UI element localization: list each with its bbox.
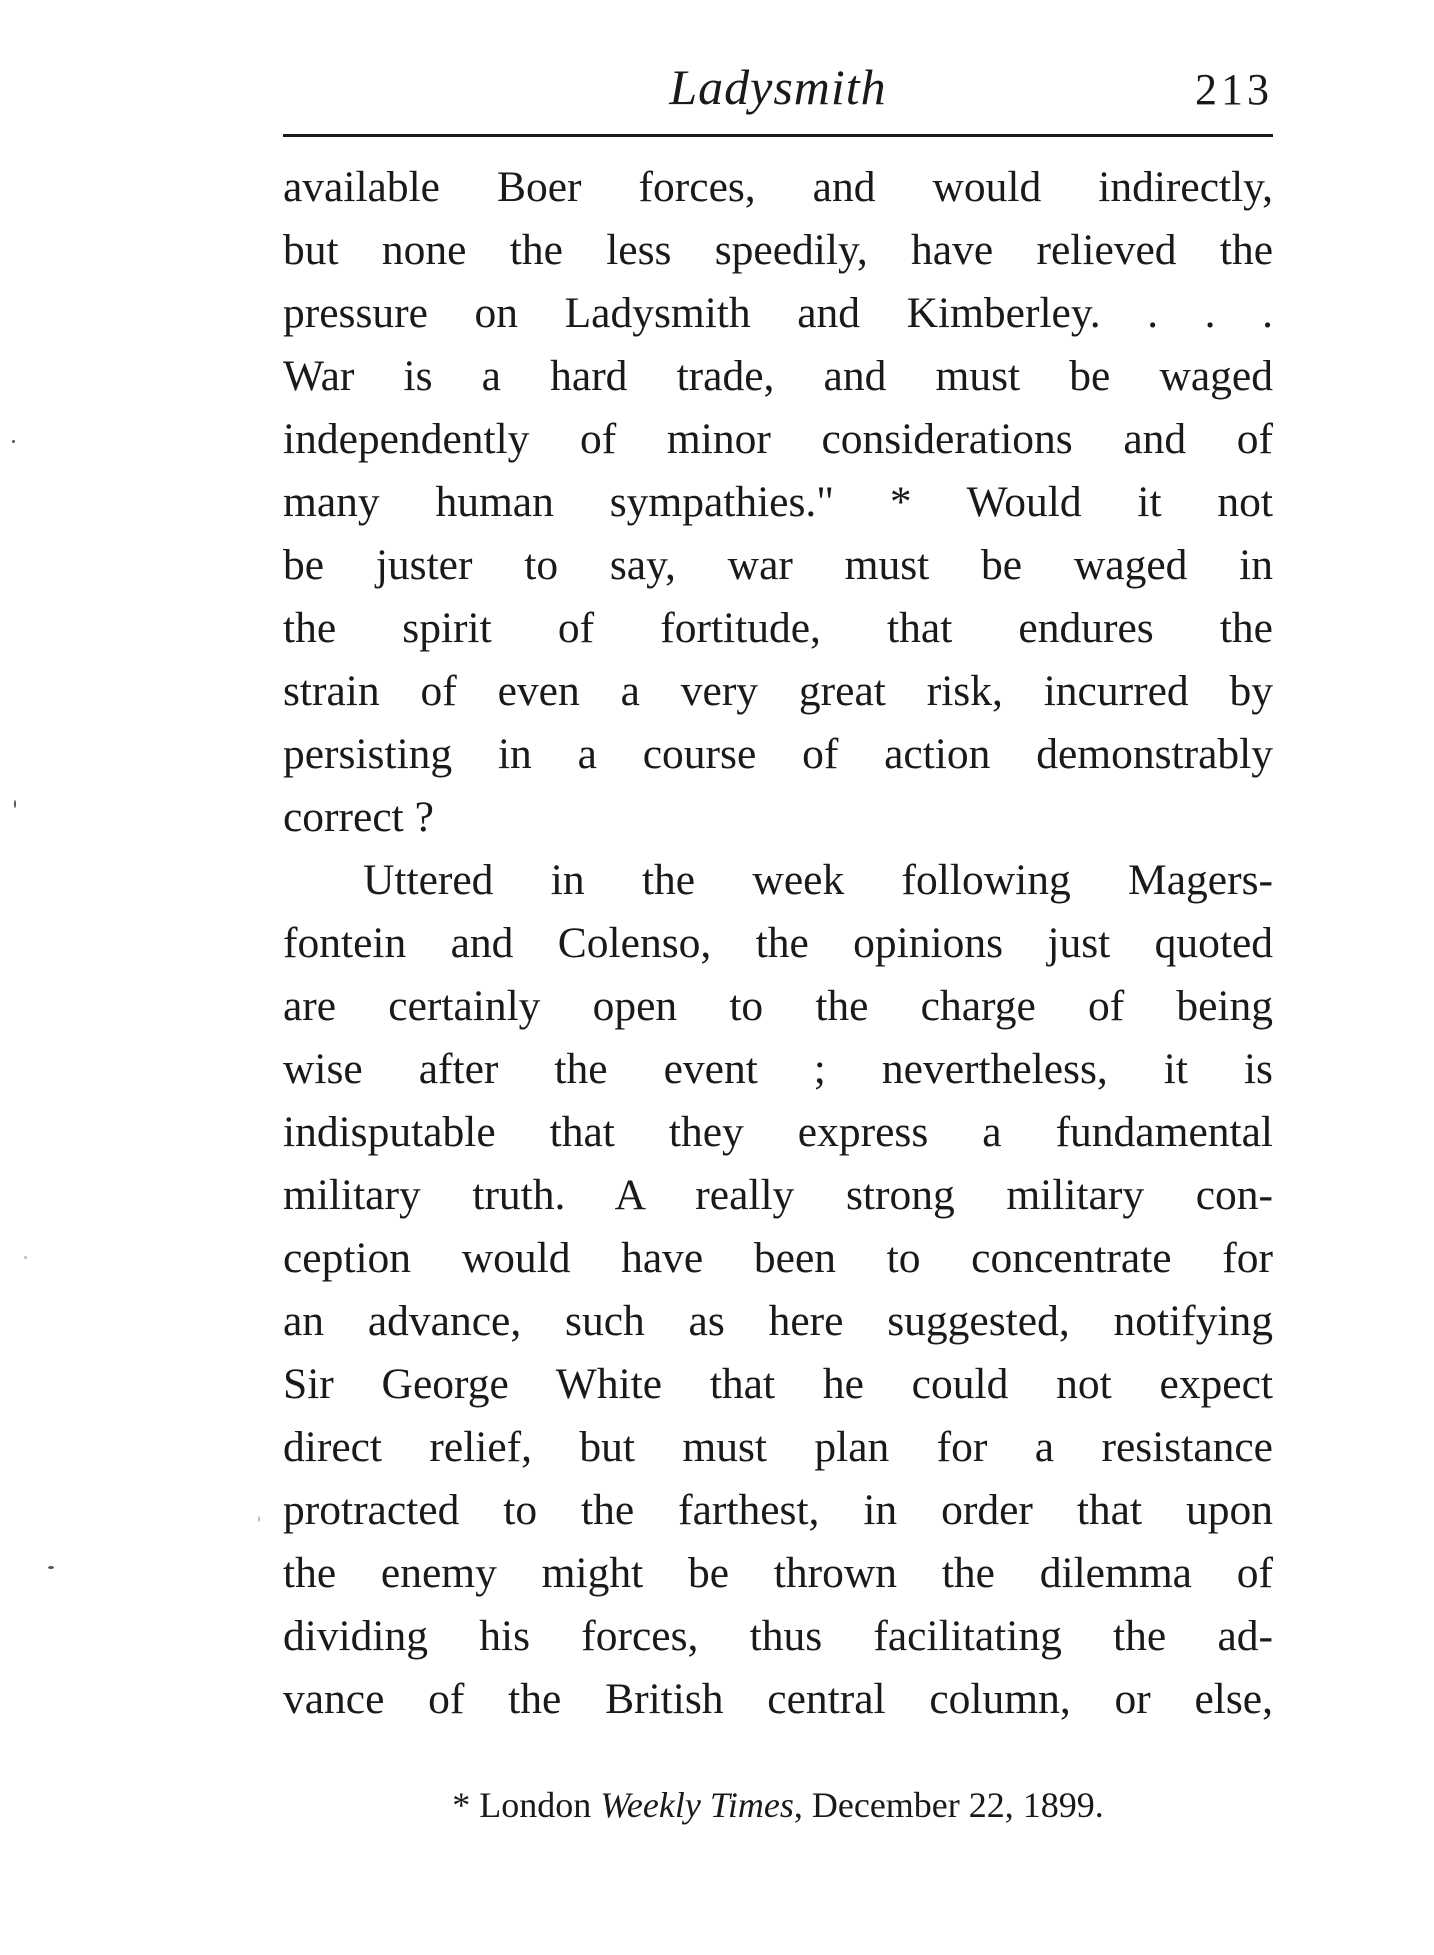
text-line: dividing his forces, thus facilitating the ad- xyxy=(283,1612,1273,1660)
text-line: direct relief, but must plan for a resistance xyxy=(283,1423,1273,1471)
text-line: many human sympathies." * Would it not xyxy=(283,478,1273,526)
text-line: Uttered in the week following Magers- xyxy=(363,856,1273,904)
page-number: 213 xyxy=(1195,65,1273,114)
scan-speck xyxy=(12,440,15,443)
text-line: vance of the British central column, or else, xyxy=(283,1675,1273,1723)
paragraph-1 xyxy=(283,156,1273,849)
text-line: protracted to the farthest, in order that upon xyxy=(283,1486,1273,1534)
scan-speck xyxy=(14,800,16,808)
running-title: Ladysmith xyxy=(669,59,887,115)
scan-speck xyxy=(24,1256,27,1259)
footnote-publication: Weekly Times xyxy=(600,1785,794,1825)
text-line: correct ? xyxy=(283,793,434,841)
text-line: War is a hard trade, and must be waged xyxy=(283,352,1273,400)
text-line: fontein and Colenso, the opinions just quoted xyxy=(283,919,1273,967)
text-line: an advance, such as here suggested, notifying xyxy=(283,1297,1273,1345)
header-rule xyxy=(283,134,1273,137)
text-line: persisting in a course of action demonstrably xyxy=(283,730,1273,778)
text-line: available Boer forces, and would indirectly, xyxy=(283,163,1273,211)
text-line: the enemy might be thrown the dilemma of xyxy=(283,1549,1273,1597)
paragraph-2 xyxy=(283,849,1273,1731)
text-line: the spirit of fortitude, that endures the xyxy=(283,604,1273,652)
text-line: ception would have been to concentrate for xyxy=(283,1234,1273,1282)
text-line: Sir George White that he could not expect xyxy=(283,1360,1273,1408)
text-line: but none the less speedily, have relieved the xyxy=(283,226,1273,274)
footnote-suffix: , December 22, 1899. xyxy=(793,1785,1104,1825)
footnote-prefix: London xyxy=(479,1785,592,1825)
text-line: military truth. A really strong military con- xyxy=(283,1171,1273,1219)
text-line: indisputable that they express a fundamental xyxy=(283,1108,1273,1156)
text-line: are certainly open to the charge of being xyxy=(283,982,1273,1030)
footnote xyxy=(283,1784,1273,1826)
text-line: strain of even a very great risk, incurred by xyxy=(283,667,1273,715)
scan-speck xyxy=(258,1516,260,1522)
text-line: be juster to say, war must be waged in xyxy=(283,541,1273,589)
text-line: independently of minor considerations and of xyxy=(283,415,1273,463)
footnote-marker: * xyxy=(452,1785,471,1825)
text-line: pressure on Ladysmith and Kimberley. . . . xyxy=(283,289,1273,337)
text-line: wise after the event ; nevertheless, it is xyxy=(283,1045,1273,1093)
running-head xyxy=(283,50,1273,120)
body-text xyxy=(283,156,1273,1731)
scan-speck xyxy=(48,1566,54,1569)
